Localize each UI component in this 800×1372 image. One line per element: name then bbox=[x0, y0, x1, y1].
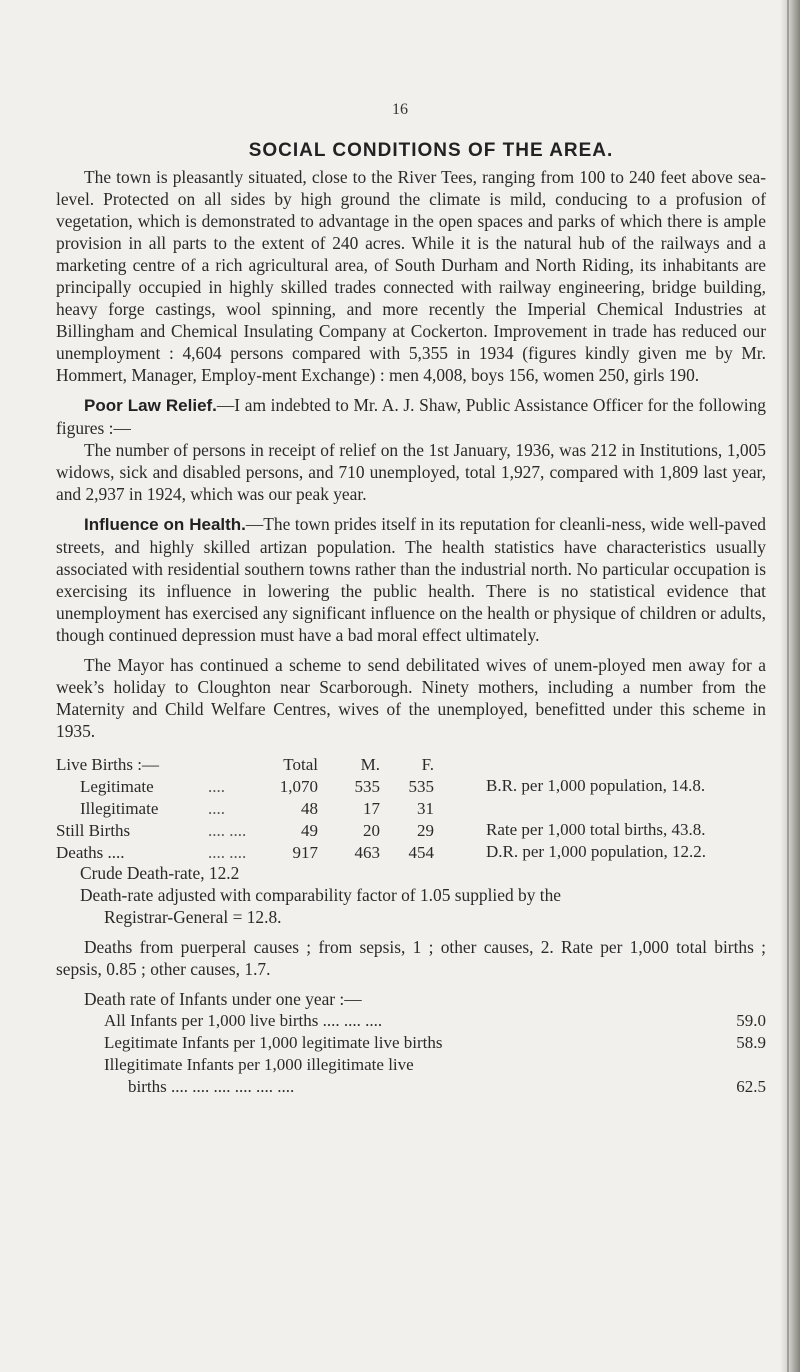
infant-row-label: Illegitimate Infants per 1,000 illegitimate live bbox=[104, 1055, 414, 1074]
infant-row-value bbox=[706, 1054, 766, 1076]
row-dots: .... .... bbox=[208, 821, 247, 840]
influence-paragraph bbox=[56, 513, 766, 646]
table-row bbox=[56, 776, 766, 798]
poor-law-title: Poor Law Relief. bbox=[84, 396, 217, 415]
row-f: 29 bbox=[417, 821, 434, 840]
infant-row-label: Legitimate Infants per 1,000 legitimate live births bbox=[104, 1033, 443, 1052]
mayor-paragraph: The Mayor has continued a scheme to send debilitated wives of unem-ployed men away for a week’s holiday to Cloughton near Scarborough. Ninety mothers, including a number from the Maternity and Child Welfare Centres, wives of the unemployed, benefitted under this scheme in 1935. bbox=[56, 655, 766, 741]
intro-paragraph: The town is pleasantly situated, close to the River Tees, ranging from 100 to 240 feet above sea-level. Protected on all sides by high ground the climate is mild, conducing to a profusion of vegetation, which is demonstrated to advantage in the open spaces and parks of which there is ample provision in all parts to the extent of 240 acres. While it is the natural hub of the railways and a marketing centre of a rich agricultural area, of South Durham and North Riding, its inhabitants are principally occupied in highly skilled trades connected with railway engineering, bridge building, heavy forge castings, wool spinning, and more recently the Imperial Chemical Industries at Billingham and Chemical Insulating Company at Cockerton. Improvement in trade has reduced our unemployment : 4,604 persons compared with 5,355 in 1934 (figures kindly given me by Mr. Hommert, Manager, Employ-ment Exchange) : men 4,008, boys 156, women 250, girls 190. bbox=[56, 167, 766, 385]
row-label: Deaths .... bbox=[56, 843, 125, 862]
row-dots: .... bbox=[208, 799, 225, 818]
row-label: Still Births bbox=[56, 821, 131, 840]
adjusted-death-rate-line2: Registrar-General = 12.8. bbox=[104, 907, 282, 927]
infant-row-value: 62.5 bbox=[736, 1077, 766, 1096]
influence-title: Influence on Health. bbox=[84, 515, 246, 534]
table-row bbox=[56, 842, 766, 864]
infant-row-label: births .... .... .... .... .... .... bbox=[128, 1077, 295, 1096]
infant-row-value: 59.0 bbox=[736, 1011, 766, 1030]
row-m: 20 bbox=[363, 821, 380, 840]
births-table bbox=[56, 754, 766, 864]
crude-death-rate: Crude Death-rate, 12.2 bbox=[80, 863, 240, 883]
list-item bbox=[104, 1054, 766, 1076]
poor-law-figures: The number of persons in receipt of relief on the 1st January, 1936, was 212 in Institutions, 1,005 widows, sick and disabled persons, and 710 unemployed, total 1,927, compared with 1,809 last year, and 2,937 in 1924, which was our peak year. bbox=[56, 440, 766, 504]
header-f: F. bbox=[421, 755, 434, 774]
page-edge-line bbox=[787, 0, 789, 1372]
row-total: 1,070 bbox=[279, 777, 318, 796]
row-note: Rate per 1,000 total births, 43.8. bbox=[486, 820, 706, 839]
row-m: 535 bbox=[354, 777, 380, 796]
row-total: 917 bbox=[292, 843, 318, 862]
row-label: Legitimate bbox=[80, 777, 154, 796]
row-note: D.R. per 1,000 population, 12.2. bbox=[486, 842, 707, 861]
document-body bbox=[56, 140, 766, 1098]
header-label: Live Births :— bbox=[56, 755, 159, 774]
row-dots: .... .... bbox=[208, 843, 247, 862]
row-total: 48 bbox=[301, 799, 318, 818]
infant-row-value: 58.9 bbox=[736, 1033, 766, 1052]
row-label: Illegitimate bbox=[80, 799, 159, 818]
row-f: 535 bbox=[408, 777, 434, 796]
table-row bbox=[56, 798, 766, 820]
row-f: 454 bbox=[408, 843, 434, 862]
list-item bbox=[104, 1010, 766, 1032]
row-total: 49 bbox=[301, 821, 318, 840]
influence-text: —The town prides itself in its reputation for cleanli-ness, wide well-paved streets, and highly skilled artizan population. The health statistics have characteristics usually associated with residential southern towns rather than the industrial north. No particular occupation is exercising its influence in lowering the public health. There is no statistical evidence that unemployment has exercised any significant influence on the health or physique of children or adults, though continued depression must have a bad moral effect ultimately. bbox=[56, 514, 766, 645]
header-total: Total bbox=[283, 755, 318, 774]
puerperal-paragraph: Deaths from puerperal causes ; from sepsis, 1 ; other causes, 2. Rate per 1,000 total births ; sepsis, 0.85 ; other causes, 1.7. bbox=[56, 937, 766, 979]
row-note bbox=[434, 798, 766, 820]
adjusted-death-rate-line1: Death-rate adjusted with comparability factor of 1.05 supplied by the bbox=[80, 885, 561, 905]
row-f: 31 bbox=[417, 799, 434, 818]
list-item bbox=[104, 1076, 766, 1098]
row-dots: .... bbox=[208, 777, 225, 796]
section-heading: SOCIAL CONDITIONS OF THE AREA. bbox=[248, 140, 614, 161]
row-note: B.R. per 1,000 population, 14.8. bbox=[486, 776, 706, 795]
list-item bbox=[104, 1032, 766, 1054]
header-m: M. bbox=[360, 755, 380, 774]
poor-law-paragraph bbox=[56, 394, 766, 439]
table-row bbox=[56, 820, 766, 842]
page-edge-shadow bbox=[780, 0, 800, 1372]
births-table-header bbox=[56, 754, 766, 776]
infant-deaths-title: Death rate of Infants under one year :— bbox=[84, 989, 362, 1009]
row-m: 17 bbox=[363, 799, 380, 818]
infant-deaths-table bbox=[104, 1010, 766, 1098]
page-number: 16 bbox=[392, 101, 408, 118]
row-m: 463 bbox=[354, 843, 380, 862]
poor-law-text: —I am indebted to Mr. A. J. Shaw, Public Assistance Officer for the following figures :— bbox=[56, 395, 766, 438]
infant-row-label: All Infants per 1,000 live births .... .... .... bbox=[104, 1011, 383, 1030]
